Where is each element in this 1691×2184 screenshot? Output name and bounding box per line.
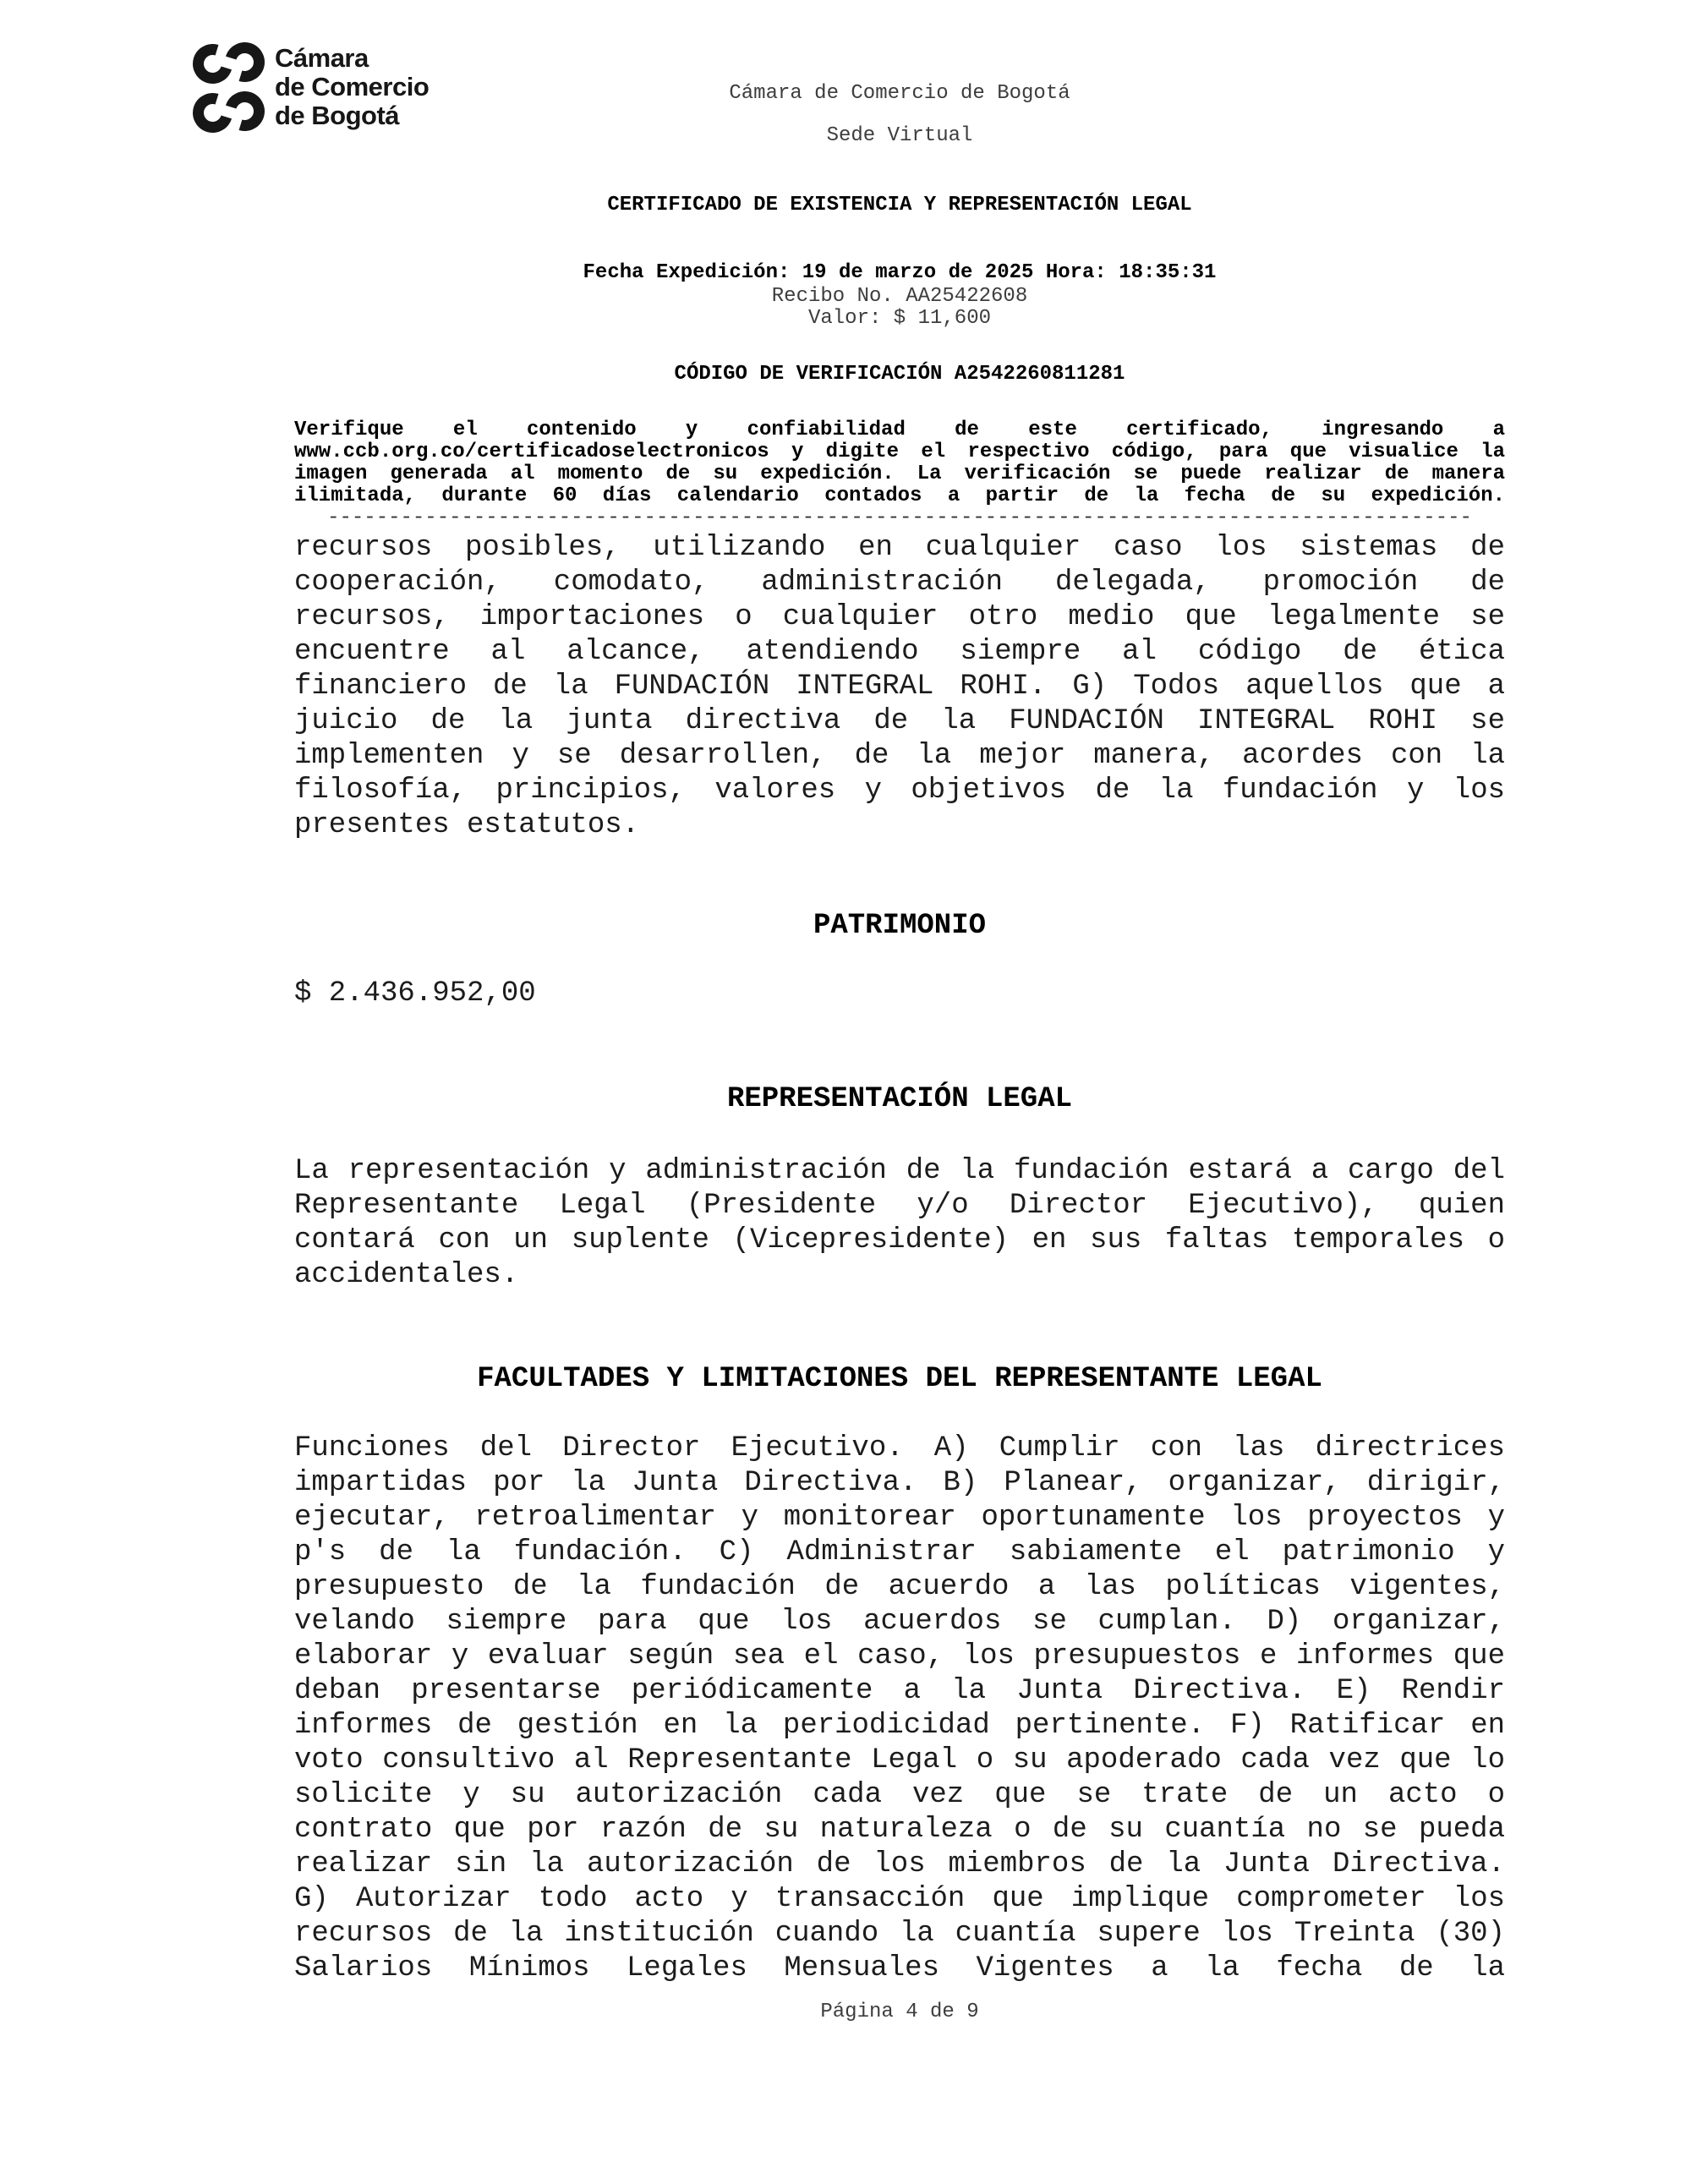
text-line: encuentre al alcance, atendiendo siempre al código de ética <box>294 636 1505 668</box>
text-line: p's de la fundación. C) Administrar sabiamente el patrimonio y <box>294 1536 1505 1568</box>
text-line: elaborar y evaluar según sea el caso, los presupuestos e informes que <box>294 1640 1505 1672</box>
text-line: presupuesto de la fundación de acuerdo a las políticas vigentes, <box>294 1571 1505 1603</box>
text-line: financiero de la FUNDACIÓN INTEGRAL ROHI. G) Todos aquellos que a <box>294 671 1505 703</box>
recibo-number: Recibo No. AA25422608 <box>771 285 1028 308</box>
text-line: realizar sin la autorización de los miembros de la Junta Directiva. <box>294 1848 1505 1880</box>
paragraph-representacion <box>294 1154 1505 1293</box>
text-line: Representante Legal (Presidente y/o Director Ejecutivo), quien <box>294 1190 1505 1222</box>
text-line: contrato que por razón de su naturaleza o de su cuantía no se pueda <box>294 1814 1505 1846</box>
dashed-divider: ---------------------------------------------------------------------------------------------- <box>327 507 1472 529</box>
text-line: recursos, importaciones o cualquier otro medio que legalmente se <box>294 601 1505 633</box>
ccb-logo <box>193 39 590 140</box>
text-line: solicite y su autorización cada vez que se trate de un acto o <box>294 1779 1505 1811</box>
text-line: ejecutar, retroalimentar y monitorear oportunamente los proyectos y <box>294 1502 1505 1534</box>
text-line: accidentales. <box>294 1259 519 1291</box>
header-sede: Sede Virtual <box>826 124 973 147</box>
text-line: velando siempre para que los acuerdos se cumplan. D) organizar, <box>294 1606 1505 1638</box>
text-line: informes de gestión en la periodicidad pertinente. F) Ratificar en <box>294 1710 1505 1742</box>
text-line: ilimitada, durante 60 días calendario contados a partir de la fecha de su expedición. <box>294 484 1505 507</box>
text-line: recursos posibles, utilizando en cualquier caso los sistemas de <box>294 532 1505 564</box>
patrimonio-title: PATRIMONIO <box>813 910 987 942</box>
text-line: deban presentarse periódicamente a la Junta Directiva. E) Rendir <box>294 1675 1505 1707</box>
certificate-title: CERTIFICADO DE EXISTENCIA Y REPRESENTACIÓN LEGAL <box>607 194 1192 216</box>
page-number: Página 4 de 9 <box>820 2001 979 2023</box>
text-line: Funciones del Director Ejecutivo. A) Cumplir con las directrices <box>294 1432 1505 1464</box>
logo-line-1: Cámara <box>275 43 369 73</box>
logo-line-3: de Bogotá <box>275 101 400 130</box>
text-line: Verifique el contenido y confiabilidad de este certificado, ingresando a <box>294 419 1505 441</box>
paragraph-recursos <box>294 531 1505 843</box>
paragraph-facultades <box>294 1431 1505 1986</box>
codigo-verificacion: CÓDIGO DE VERIFICACIÓN A2542260811281 <box>674 363 1125 386</box>
logo-wordmark <box>275 44 429 130</box>
text-line: implementen y se desarrollen, de la mejor manera, acordes con la <box>294 740 1505 772</box>
text-line: imagen generada al momento de su expedición. La verificación se puede realizar de manera <box>294 463 1505 485</box>
text-line: contará con un suplente (Vicepresidente) en sus faltas temporales o <box>294 1224 1505 1256</box>
text-line: G) Autorizar todo acto y transacción que implique comprometer los <box>294 1883 1505 1915</box>
header-org-name: Cámara de Comercio de Bogotá <box>729 82 1070 105</box>
text-line: Salarios Mínimos Legales Mensuales Vigentes a la fecha de la <box>294 1952 1505 1984</box>
text-line: cooperación, comodato, administración delegada, promoción de <box>294 567 1505 599</box>
valor-line: Valor: $ 11,600 <box>807 307 992 330</box>
text-line: presentes estatutos. <box>294 809 640 841</box>
representacion-legal-title: REPRESENTACIÓN LEGAL <box>726 1083 1073 1115</box>
logo-ring <box>218 36 272 90</box>
text-line: recursos de la institución cuando la cuantía supere los Treinta (30) <box>294 1918 1505 1950</box>
verification-paragraph <box>294 419 1505 507</box>
text-line: filosofía, principios, valores y objetivos de la fundación y los <box>294 775 1505 807</box>
facultades-title: FACULTADES Y LIMITACIONES DEL REPRESENTANTE LEGAL <box>477 1363 1322 1395</box>
document-column <box>294 83 1505 2023</box>
text-line: La representación y administración de la fundación estará a cargo del <box>294 1155 1505 1187</box>
fecha-expedicion: Fecha Expedición: 19 de marzo de 2025 Hora: 18:35:31 <box>583 261 1217 284</box>
ccb-monogram-icon <box>193 42 265 134</box>
logo-line-2: de Comercio <box>275 72 430 101</box>
patrimonio-value: $ 2.436.952,00 <box>294 977 536 1010</box>
text-line: voto consultivo al Representante Legal o su apoderado cada vez que lo <box>294 1744 1505 1776</box>
text-line: impartidas por la Junta Directiva. B) Planear, organizar, dirigir, <box>294 1467 1505 1499</box>
text-line: juicio de la junta directiva de la FUNDACIÓN INTEGRAL ROHI se <box>294 705 1505 737</box>
text-line: www.ccb.org.co/certificadoselectronicos y digite el respectivo código, para que visualice la <box>294 441 1505 463</box>
logo-ring <box>218 85 272 139</box>
